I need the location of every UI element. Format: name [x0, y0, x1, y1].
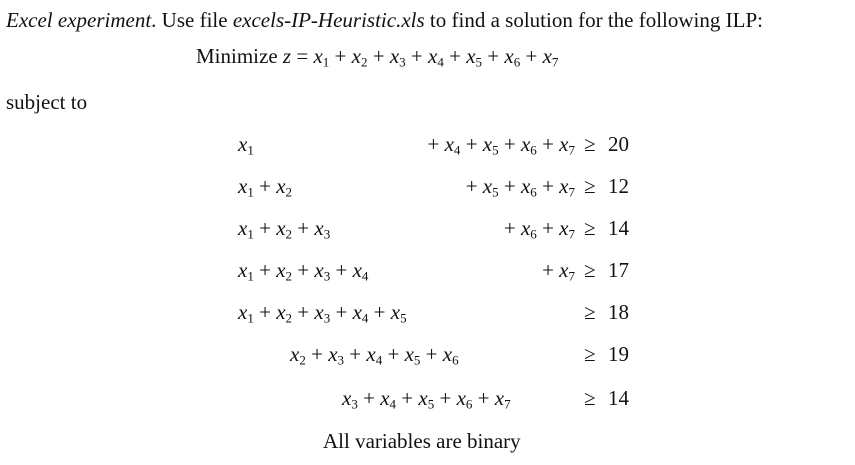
constraint-rhs: 17 [608, 258, 629, 282]
constraint-relation: ≥ [584, 174, 596, 198]
plus-sign: + [344, 342, 367, 366]
binary-note: All variables are binary [323, 429, 521, 453]
constraint-term: $x_3$ [342, 386, 358, 412]
problem-intro [6, 10, 763, 31]
intro-after-lead: . Use file [151, 8, 233, 32]
constraint-rhs: 14 [608, 216, 629, 240]
constraint-term: $x_2$ [276, 174, 293, 200]
constraint-term: $x_6$ [520, 174, 537, 200]
constraint-term: $x_7$ [559, 174, 575, 200]
plus-sign: + [382, 342, 405, 366]
constraint-term: $x_5$ [404, 342, 421, 368]
objective-term: $x_1$ [313, 44, 330, 70]
plus-sign: + [253, 300, 277, 324]
plus-sign: + [292, 300, 315, 324]
constraint-left-terms [238, 258, 369, 284]
objective-term: $x_6$ [504, 44, 521, 70]
constraint-rhs: 12 [608, 174, 629, 198]
constraint-rhs: 20 [608, 132, 629, 156]
constraint-term: $x_3$ [314, 216, 331, 242]
plus-sign: + [536, 216, 560, 240]
plus-sign: + [329, 44, 352, 68]
constraint-right-terms [460, 174, 575, 200]
objective-variable: z [282, 44, 292, 68]
constraint-term: $x_2$ [276, 300, 293, 326]
constraint-term: $x_5$ [390, 300, 407, 326]
constraint-relation: ≥ [584, 386, 596, 410]
constraint-relation: ≥ [584, 258, 596, 282]
constraint-left-terms [238, 132, 254, 158]
plus-sign: + [498, 132, 521, 156]
plus-sign: + [460, 174, 483, 198]
constraint-term: $x_1$ [238, 258, 254, 284]
plus-sign: + [330, 258, 353, 282]
plus-sign: + [368, 300, 391, 324]
objective-terms [313, 44, 558, 68]
constraint-term: $x_1$ [238, 300, 254, 326]
plus-sign: + [253, 258, 277, 282]
intro-filename: excels-IP-Heuristic.xls [232, 8, 425, 32]
plus-sign: + [405, 44, 428, 68]
constraint-rhs: 19 [608, 342, 629, 366]
plus-sign: + [422, 132, 445, 156]
constraint-relation: ≥ [584, 132, 596, 156]
constraint-term: $x_4$ [352, 258, 369, 284]
objective-label: Minimize [196, 44, 278, 68]
intro-tail: to find a solution for the following ILP: [424, 8, 763, 32]
plus-sign: + [536, 132, 560, 156]
constraint-left-terms [290, 342, 459, 368]
plus-sign: + [367, 44, 390, 68]
plus-sign: + [443, 44, 467, 68]
objective-term: $x_7$ [542, 44, 559, 70]
plus-sign: + [305, 342, 329, 366]
plus-sign: + [498, 216, 521, 240]
constraint-rhs: 14 [608, 386, 629, 410]
constraint-left-terms [238, 300, 407, 326]
plus-sign: + [396, 386, 419, 410]
constraint-left-terms [238, 216, 331, 242]
subject-to-label: subject to [6, 90, 88, 114]
constraint-term: $x_4$ [444, 132, 461, 158]
constraint-term: $x_7$ [559, 216, 575, 242]
plus-sign: + [330, 300, 353, 324]
constraint-term: $x_3$ [328, 342, 345, 368]
constraint-relation: ≥ [584, 300, 596, 324]
plus-sign: + [536, 174, 560, 198]
constraint-term: $x_4$ [352, 300, 369, 326]
plus-sign: + [498, 174, 521, 198]
constraint-right-terms [498, 216, 575, 242]
constraint-term: $x_1$ [238, 216, 254, 242]
constraint-term: $x_4$ [366, 342, 383, 368]
constraint-term: $x_2$ [290, 342, 306, 368]
constraint-term: $x_1$ [238, 132, 254, 158]
objective-term: $x_5$ [466, 44, 483, 70]
constraint-term: $x_6$ [456, 386, 473, 412]
constraint-term: $x_2$ [276, 258, 293, 284]
constraint-term: $x_7$ [559, 258, 575, 284]
plus-sign: + [357, 386, 381, 410]
constraint-term: $x_5$ [482, 174, 499, 200]
plus-sign: + [253, 216, 277, 240]
constraint-term: $x_7$ [494, 386, 511, 412]
objective-term: $x_3$ [389, 44, 406, 70]
plus-sign: + [292, 216, 315, 240]
constraint-term: $x_4$ [380, 386, 397, 412]
plus-sign: + [482, 44, 505, 68]
constraint-term: $x_5$ [482, 132, 499, 158]
intro-lead: Excel experiment [6, 8, 152, 32]
objective-function: Minimize $z = x_1 + x_2 + x_3 + x_4 + x_5 + x_6 + x_7$ [196, 44, 559, 70]
constraint-term: $x_6$ [520, 216, 537, 242]
constraint-term: $x_1$ [238, 174, 254, 200]
objective-term: $x_2$ [351, 44, 368, 70]
constraint-term: $x_3$ [314, 300, 331, 326]
constraint-term: $x_2$ [276, 216, 293, 242]
constraint-term: $x_6$ [442, 342, 459, 368]
plus-sign: + [520, 44, 543, 68]
constraint-right-terms [536, 258, 575, 284]
constraint-term: $x_7$ [559, 132, 575, 158]
objective-term: $x_4$ [428, 44, 444, 70]
plus-sign: + [536, 258, 560, 282]
plus-sign: + [472, 386, 495, 410]
constraint-right-terms [422, 132, 575, 158]
constraint-relation: ≥ [584, 342, 596, 366]
plus-sign: + [253, 174, 277, 198]
constraint-term: $x_5$ [418, 386, 435, 412]
plus-sign: + [434, 386, 457, 410]
constraint-left-terms [238, 174, 293, 200]
plus-sign: + [420, 342, 443, 366]
plus-sign: + [460, 132, 483, 156]
constraint-rhs: 18 [608, 300, 629, 324]
constraint-left-terms [342, 386, 511, 412]
constraint-term: $x_6$ [520, 132, 537, 158]
constraint-relation: ≥ [584, 216, 596, 240]
constraint-term: $x_3$ [314, 258, 331, 284]
plus-sign: + [292, 258, 315, 282]
